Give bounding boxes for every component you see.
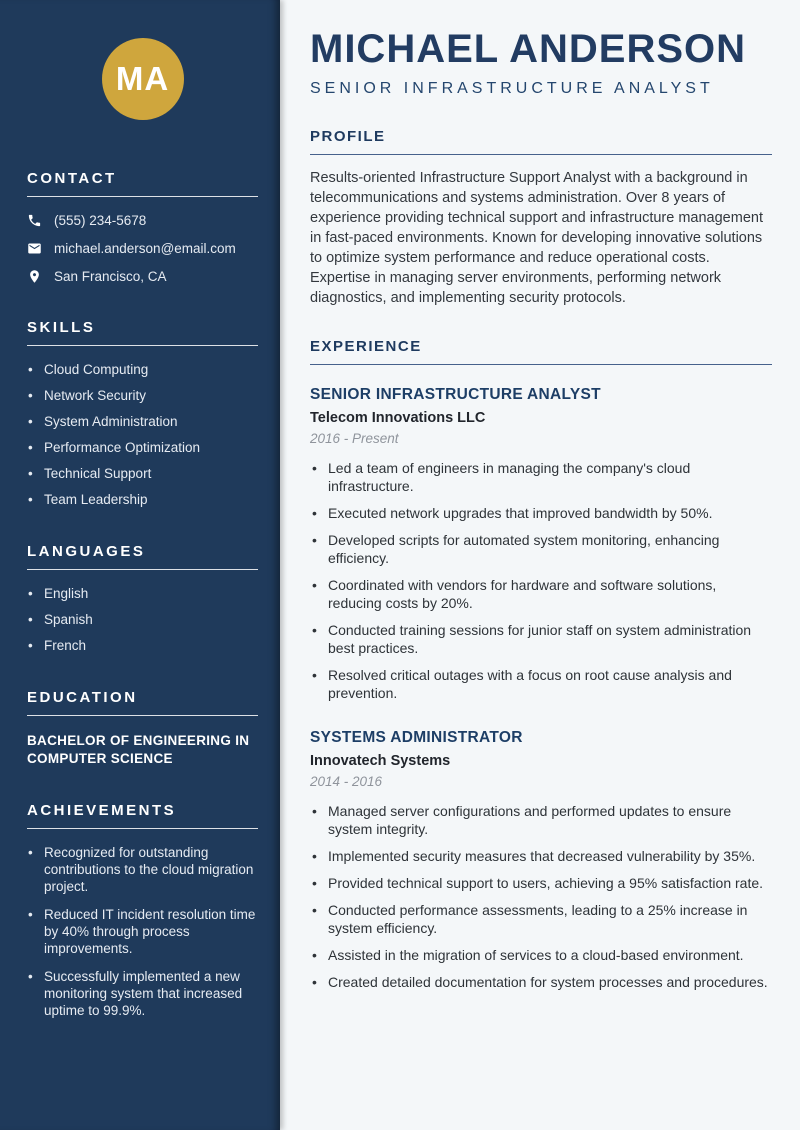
location-icon [27,269,42,284]
profile-section [310,128,772,308]
language-item: • French [27,637,258,654]
education-section [27,689,258,767]
job-bullet: • Resolved critical outages with a focus on root cause analysis and prevention. [310,666,772,702]
job-bullet: • Implemented security measures that decreased vulnerability by 35%. [310,847,772,865]
skill-item: • Team Leadership [27,491,258,508]
job-entry [310,386,772,702]
profile-summary: Results-oriented Infrastructure Support Analyst with a background in telecommunications and systems administration. Over 8 years of experience providing technical support and infrastructure management in fast-paced environments. Known for developing innovative solutions to optimize system performance and reduce operational costs. Expertise in managing server environments, performing network diagnostics, and implementing security protocols. [310,170,763,306]
education-heading: EDUCATION [27,689,258,716]
skill-item: • System Administration [27,413,258,430]
phone-value: (555) 234-5678 [54,213,147,228]
job-entry [310,729,772,991]
resume-main [280,0,800,1130]
job-company: Telecom Innovations LLC [310,410,486,426]
language-item: • English [27,585,258,602]
resume-sidebar [0,0,280,1130]
contact-row-location [27,269,258,284]
candidate-name: MICHAEL ANDERSON [310,27,747,71]
skill-item: • Network Security [27,387,258,404]
job-bullet-list [310,459,772,702]
achievement-item: • Reduced IT incident resolution time by 40% through process improvements. [27,906,258,957]
achievement-item: • Recognized for outstanding contributions to the cloud migration project. [27,844,258,895]
email-value: michael.anderson@email.com [54,241,236,256]
email-icon [27,241,42,256]
skill-item: • Technical Support [27,465,258,482]
skills-list [27,361,258,508]
job-bullet: • Conducted training sessions for junior staff on system administration best practices. [310,621,772,657]
experience-heading: EXPERIENCE [310,338,772,365]
skills-heading: SKILLS [27,319,258,346]
avatar [102,38,184,120]
avatar-initials: MA [115,60,170,97]
job-bullet: • Assisted in the migration of services to a cloud-based environment. [310,946,772,964]
contact-row-email [27,241,258,256]
job-dates: 2014 - 2016 [310,774,383,789]
candidate-title: SENIOR INFRASTRUCTURE ANALYST [310,80,714,97]
achievement-item: • Successfully implemented a new monitoring system that increased uptime to 99.9%. [27,968,258,1019]
language-item: • Spanish [27,611,258,628]
contact-heading: CONTACT [27,170,258,197]
contact-row-phone [27,213,258,228]
job-bullet: • Developed scripts for automated system monitoring, enhancing efficiency. [310,531,772,567]
contact-section [27,170,258,284]
job-bullet: • Managed server configurations and performed updates to ensure system integrity. [310,802,772,838]
skill-item: • Cloud Computing [27,361,258,378]
job-title: SENIOR INFRASTRUCTURE ANALYST [310,386,601,403]
job-company: Innovatech Systems [310,753,451,769]
profile-heading: PROFILE [310,128,772,155]
job-bullet: • Created detailed documentation for system processes and procedures. [310,973,772,991]
job-title: SYSTEMS ADMINISTRATOR [310,729,523,746]
achievements-section [27,802,258,1019]
job-bullet: • Provided technical support to users, achieving a 95% satisfaction rate. [310,874,772,892]
skills-section [27,319,258,508]
job-dates: 2016 - Present [310,431,399,446]
job-bullet: • Coordinated with vendors for hardware and software solutions, reducing costs by 20%. [310,576,772,612]
experience-section [310,338,772,991]
languages-section [27,543,258,654]
job-bullet: • Conducted performance assessments, leading to a 25% increase in system efficiency. [310,901,772,937]
achievements-list [27,844,258,1019]
job-bullet: • Led a team of engineers in managing the company's cloud infrastructure. [310,459,772,495]
achievements-heading: ACHIEVEMENTS [27,802,258,829]
job-bullet-list [310,802,772,991]
skill-item: • Performance Optimization [27,439,258,456]
languages-list [27,585,258,654]
languages-heading: LANGUAGES [27,543,258,570]
contact-list [27,213,258,284]
location-value: San Francisco, CA [54,269,167,284]
degree-title: BACHELOR OF ENGINEERING IN COMPUTER SCIENCE [27,733,250,766]
job-bullet: • Executed network upgrades that improved bandwidth by 50%. [310,504,772,522]
phone-icon [27,213,42,228]
